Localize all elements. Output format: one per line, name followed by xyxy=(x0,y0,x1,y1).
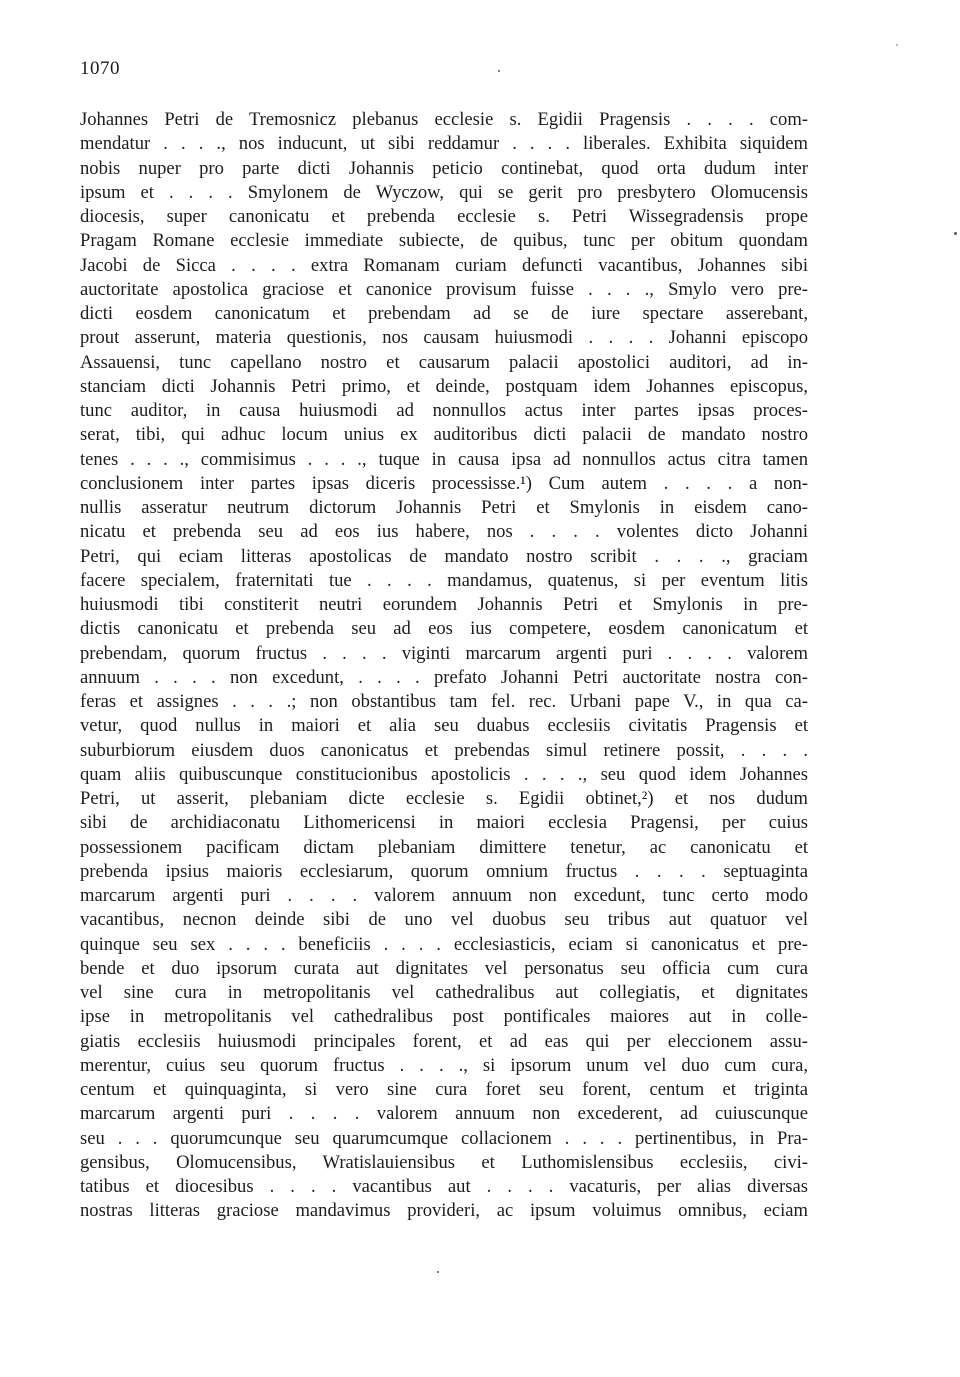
text-line: vel sine cura in metropolitanis vel cathedralibus aut collegiatis, et dignitates xyxy=(80,982,808,1003)
scan-speck xyxy=(437,1271,439,1273)
text-line: nostras litteras graciose mandavimus provideri, ac ipsum voluimus omnibus, eciam xyxy=(80,1200,808,1222)
text-line: vacantibus, necnon deinde sibi de uno vel duobus seu tribus aut quatuor vel xyxy=(80,909,808,931)
text-line: prout asserunt, materia questionis, nos causam huiusmodi . . . . Johanni episcopo xyxy=(80,327,808,349)
text-line: annuum . . . . non excedunt, . . . . prefato Johanni Petri auctoritate nostra con- xyxy=(80,666,808,688)
text-line: serat, tibi, qui adhuc locum unius ex auditoribus dicti palacii de mandato nostro xyxy=(80,424,808,446)
text-line: gensibus, Olomucensibus, Wratislauiensibus et Luthomislensibus ecclesiis, civi- xyxy=(80,1151,808,1173)
text-line: Petri, qui eciam litteras apostolicas de mandato nostro scribit . . . ., graciam xyxy=(80,545,808,567)
text-line: diocesis, super canonicatu et prebenda ecclesie s. Petri Wissegradensis prope xyxy=(80,206,808,227)
text-line: prebendam, quorum fructus . . . . viginti marcarum argenti puri . . . . valorem xyxy=(80,642,808,664)
text-line: Petri, ut asserit, plebaniam dicte ecclesie s. Egidii obtinet,²) et nos dudum xyxy=(80,788,808,809)
text-line: bende et duo ipsorum curata aut dignitates vel personatus seu officia cum cura xyxy=(80,957,808,979)
text-line: feras et assignes . . . .; non obstantibus tam fel. rec. Urbani pape V., in qua ca- xyxy=(80,691,808,712)
page-number: 1070 xyxy=(80,58,120,79)
body-text xyxy=(80,108,808,1224)
scan-speck xyxy=(498,70,500,72)
text-line: marcarum argenti puri . . . . valorem annuum non excedunt, tunc certo modo xyxy=(80,885,808,906)
text-line: tunc auditor, in causa huiusmodi ad nonnullos actus inter partes ipsas proces- xyxy=(80,400,808,421)
text-line: dicti eosdem canonicatum et prebendam ad se de iure spectare asserebant, xyxy=(80,303,808,324)
text-line: vetur, quod nullus in maiori et alia seu duabus ecclesiis civitatis Pragensis et xyxy=(80,715,808,737)
text-line: facere specialem, fraternitati tue . . . . mandamus, quatenus, si per eventum litis xyxy=(80,569,808,591)
scan-speck xyxy=(896,44,898,46)
text-line: seu . . . quorumcunque seu quarumcumque collacionem . . . . pertinentibus, in Pra- xyxy=(80,1127,808,1149)
text-line: dictis canonicatu et prebenda seu ad eos ius competere, eosdem canonicatum et xyxy=(80,618,808,640)
text-line: tenes . . . ., commisimus . . . ., tuque in causa ipsa ad nonnullos actus citra tamen xyxy=(80,448,808,470)
text-line: Pragam Romane ecclesie immediate subiecte, de quibus, tunc per obitum quondam xyxy=(80,230,808,252)
scan-speck xyxy=(954,232,957,235)
text-line: nobis nuper pro parte dicti Johannis peticio continebat, quod orta dudum inter xyxy=(80,157,808,179)
text-line: sibi de archidiaconatu Lithomericensi in maiori ecclesia Pragensi, per cuius xyxy=(80,812,808,834)
text-line: giatis ecclesiis huiusmodi principales forent, et ad eas qui per eleccionem assu- xyxy=(80,1030,808,1052)
text-line: suburbiorum eiusdem duos canonicatus et prebendas simul retinere possit, . . . . xyxy=(80,739,808,761)
text-line: mendatur . . . ., nos inducunt, ut sibi reddamur . . . . liberales. Exhibita siquidem xyxy=(80,133,808,155)
text-line: centum et quinquaginta, si vero sine cura foret seu forent, centum et triginta xyxy=(80,1079,808,1100)
text-line: Jacobi de Sicca . . . . extra Romanam curiam defuncti vacantibus, Johannes sibi xyxy=(80,254,808,276)
text-line: conclusionem inter partes ipsas diceris processisse.¹) Cum autem . . . . a non- xyxy=(80,472,808,494)
text-line: nullis asseratur neutrum dictorum Johannis Petri et Smylonis in eisdem cano- xyxy=(80,497,808,518)
text-line: merentur, cuius seu quorum fructus . . . ., si ipsorum unum vel duo cum cura, xyxy=(80,1054,808,1076)
text-line: quam aliis quibuscunque constitucionibus apostolicis . . . ., seu quod idem Johannes xyxy=(80,763,808,785)
text-line: Assauensi, tunc capellano nostro et causarum palacii apostolici auditori, ad in- xyxy=(80,351,808,373)
text-line: quinque seu sex . . . . beneficiis . . . . ecclesiasticis, eciam si canonicatus et pre- xyxy=(80,933,808,955)
text-line: prebenda ipsius maioris ecclesiarum, quorum omnium fructus . . . . septuaginta xyxy=(80,860,808,882)
text-line: stanciam dicti Johannis Petri primo, et deinde, postquam idem Johannes episcopus, xyxy=(80,375,808,397)
text-line: huiusmodi tibi constiterit neutri eorundem Johannis Petri et Smylonis in pre- xyxy=(80,594,808,615)
text-line: marcarum argenti puri . . . . valorem annuum non excederent, ad cuiuscunque xyxy=(80,1103,808,1125)
text-line: ipsum et . . . . Smylonem de Wyczow, qui se gerit pro presbytero Olomucensis xyxy=(80,181,808,203)
text-line: auctoritate apostolica graciose et canonice provisum fuisse . . . ., Smylo vero pre- xyxy=(80,278,808,300)
text-line: nicatu et prebenda seu ad eos ius habere, nos . . . . volentes dicto Johanni xyxy=(80,521,808,543)
text-line: ipse in metropolitanis vel cathedralibus post pontificales maiores aut in colle- xyxy=(80,1006,808,1028)
text-line: Johannes Petri de Tremosnicz plebanus ecclesie s. Egidii Pragensis . . . . com- xyxy=(80,109,808,130)
text-line: tatibus et diocesibus . . . . vacantibus aut . . . . vacaturis, per alias diversas xyxy=(80,1176,808,1197)
text-line: possessionem pacificam dictam plebaniam dimittere tenetur, ac canonicatu et xyxy=(80,836,808,858)
